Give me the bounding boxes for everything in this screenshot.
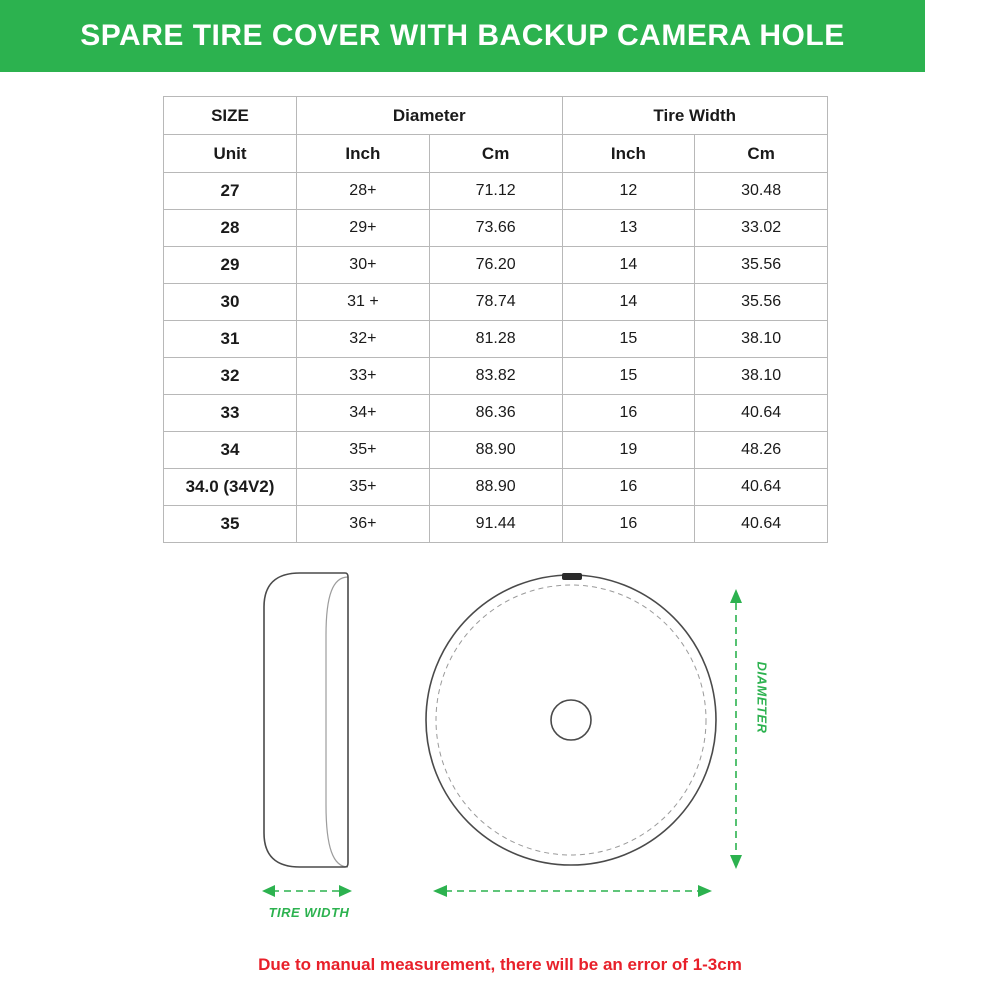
cell-size: 27: [164, 173, 297, 210]
cell-size: 31: [164, 321, 297, 358]
cell-width-cm: 30.48: [695, 173, 828, 210]
cell-width-cm: 40.64: [695, 395, 828, 432]
table-row: [164, 432, 828, 469]
table-unit-row: [164, 135, 828, 173]
cell-diameter-cm: 81.28: [429, 321, 562, 358]
header-banner: [0, 0, 925, 72]
table-row: [164, 321, 828, 358]
cell-diameter-inch: 28+: [297, 173, 430, 210]
table-row: [164, 469, 828, 506]
cell-width-inch: 15: [562, 358, 695, 395]
table-group-header-row: [164, 97, 828, 135]
tire-width-label: TIRE WIDTH: [268, 905, 350, 920]
cell-diameter-inch: 36+: [297, 506, 430, 543]
front-view-shape: [426, 573, 716, 865]
cell-size: 34: [164, 432, 297, 469]
diagram-svg: [0, 555, 1000, 945]
size-chart-table-wrapper: [163, 96, 828, 543]
cell-diameter-cm: 86.36: [429, 395, 562, 432]
diameter-horizontal-measure: [433, 885, 712, 897]
diameter-vertical-measure: [730, 589, 742, 869]
cell-width-cm: 33.02: [695, 210, 828, 247]
table-row: [164, 284, 828, 321]
cell-width-inch: 15: [562, 321, 695, 358]
cell-diameter-inch: 29+: [297, 210, 430, 247]
table-row: [164, 358, 828, 395]
cell-size: 28: [164, 210, 297, 247]
table-row: [164, 395, 828, 432]
cell-diameter-cm: 88.90: [429, 432, 562, 469]
cell-width-inch: 14: [562, 247, 695, 284]
cell-diameter-inch: 35+: [297, 469, 430, 506]
header-diameter: Diameter: [297, 97, 563, 135]
diameter-label: DIAMETER: [754, 661, 770, 734]
cell-width-inch: 12: [562, 173, 695, 210]
cell-size: 33: [164, 395, 297, 432]
cell-size: 30: [164, 284, 297, 321]
unit-width-inch: Inch: [562, 135, 695, 173]
cell-diameter-cm: 83.82: [429, 358, 562, 395]
cell-diameter-cm: 91.44: [429, 506, 562, 543]
cell-width-cm: 38.10: [695, 321, 828, 358]
cell-diameter-inch: 31 +: [297, 284, 430, 321]
cell-width-inch: 13: [562, 210, 695, 247]
page-title: SPARE TIRE COVER WITH BACKUP CAMERA HOLE: [80, 19, 845, 52]
cell-size: 35: [164, 506, 297, 543]
cell-width-cm: 38.10: [695, 358, 828, 395]
cell-size: 32: [164, 358, 297, 395]
unit-diameter-cm: Cm: [429, 135, 562, 173]
tire-width-measure: [262, 885, 352, 897]
table-row: [164, 247, 828, 284]
unit-diameter-inch: Inch: [297, 135, 430, 173]
cell-width-inch: 19: [562, 432, 695, 469]
cell-width-cm: 35.56: [695, 284, 828, 321]
cell-diameter-cm: 76.20: [429, 247, 562, 284]
cell-width-cm: 40.64: [695, 506, 828, 543]
cell-size: 34.0 (34V2): [164, 469, 297, 506]
table-row: [164, 506, 828, 543]
cell-width-inch: 14: [562, 284, 695, 321]
cell-size: 29: [164, 247, 297, 284]
cell-diameter-inch: 34+: [297, 395, 430, 432]
cell-width-cm: 48.26: [695, 432, 828, 469]
size-chart-table: [163, 96, 828, 543]
unit-width-cm: Cm: [695, 135, 828, 173]
cell-diameter-inch: 32+: [297, 321, 430, 358]
unit-label: Unit: [164, 135, 297, 173]
cell-diameter-cm: 71.12: [429, 173, 562, 210]
cell-width-cm: 40.64: [695, 469, 828, 506]
cell-diameter-inch: 30+: [297, 247, 430, 284]
cell-diameter-cm: 73.66: [429, 210, 562, 247]
cell-width-inch: 16: [562, 469, 695, 506]
product-diagram: [0, 555, 1000, 945]
cell-diameter-inch: 35+: [297, 432, 430, 469]
header-size: SIZE: [164, 97, 297, 135]
cell-width-inch: 16: [562, 506, 695, 543]
cell-diameter-cm: 78.74: [429, 284, 562, 321]
table-row: [164, 210, 828, 247]
side-view-shape: [264, 573, 348, 867]
cell-diameter-inch: 33+: [297, 358, 430, 395]
header-tire-width: Tire Width: [562, 97, 828, 135]
cell-width-inch: 16: [562, 395, 695, 432]
camera-tab: [562, 573, 582, 580]
camera-hole: [551, 700, 591, 740]
cell-diameter-cm: 88.90: [429, 469, 562, 506]
cell-width-cm: 35.56: [695, 247, 828, 284]
table-row: [164, 173, 828, 210]
measurement-disclaimer: Due to manual measurement, there will be an error of 1-3cm: [258, 955, 742, 974]
